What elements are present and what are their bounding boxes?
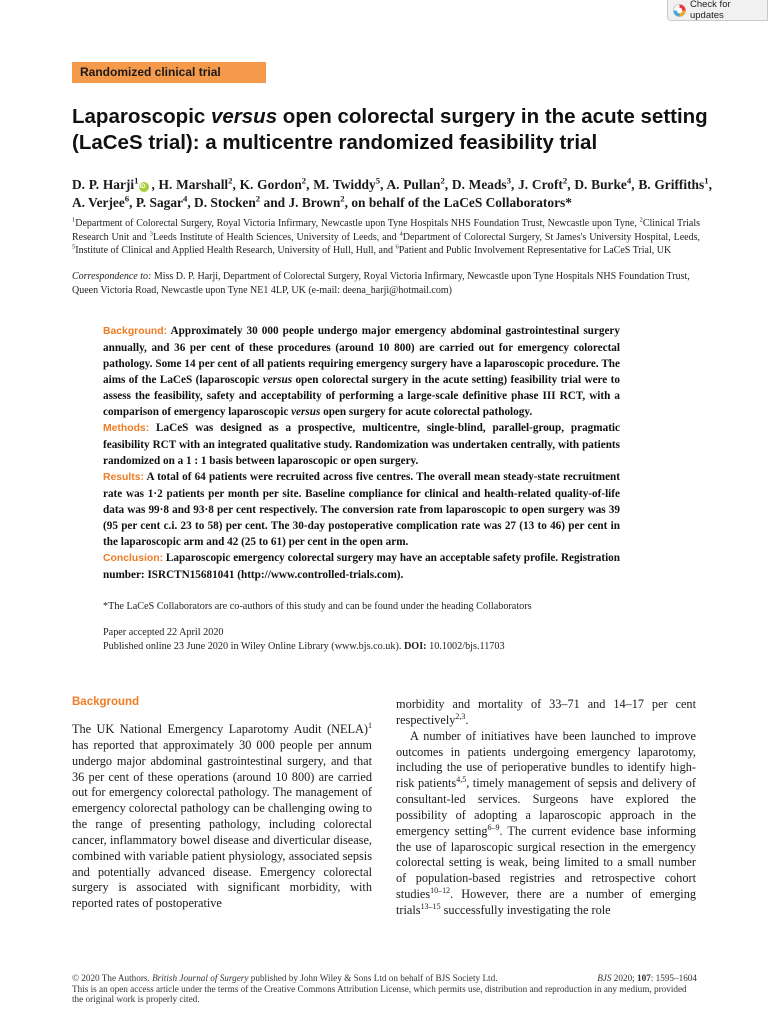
affiliation-number: 5 (72, 243, 76, 251)
copyright-notice (72, 973, 498, 984)
affiliation-number: 3 (149, 230, 153, 238)
author-separator: , (129, 195, 136, 210)
author-name: D. P. Harji (72, 177, 135, 192)
author-affiliation-ref: 2 (562, 175, 568, 186)
correspondence-label: Correspondence to: (72, 271, 152, 282)
author-name: D. Burke (574, 177, 627, 192)
affiliation-number: 1 (72, 216, 76, 224)
author-separator: , (306, 177, 314, 192)
title-part-2: open colorectal surgery in the acute setting (LaCeS trial): a multicentre randomized feasibility trial (72, 105, 708, 154)
doi-label: DOI: (403, 641, 427, 652)
abstract-background-text-2: open colorectal surgery in the acute setting) feasibility trial were to assess the feasibility, safety and acceptability of performing a large-scale definitive phase III RCT, with a comparison of emergency laparoscopic (103, 374, 621, 418)
abstract-background (103, 323, 620, 420)
author-name: P. Sagar (135, 195, 183, 210)
abstract-background-text-1: Approximately 30 000 people undergo major emergency abdominal gastrointestinal surgery annually, and 36 per cent of these procedures (around 10 800) are carried out for emergency colorectal pathology. Some 14 per cent of all patients requiring emergency surgery have a laparoscopic procedure. The aims of the LaCeS (laparoscopic (103, 325, 620, 386)
body-text: The UK National Emergency Laparotomy Audit (NELA) (72, 722, 368, 736)
author-affiliation-ref: 2 (301, 175, 307, 186)
author-affiliation-ref: 6 (124, 193, 130, 204)
article-title (72, 104, 712, 156)
author-affiliation-ref: 4 (182, 193, 188, 204)
abstract-background-text-3: open surgery for acute colorectal pathology. (320, 406, 533, 418)
crossmark-icon (673, 4, 686, 17)
abstract-methods (103, 420, 620, 469)
section-heading-background: Background (72, 696, 140, 708)
published-online-line (103, 640, 663, 654)
author-affiliation-ref: 2 (228, 175, 233, 186)
abstract-conclusion (103, 550, 620, 583)
affiliation-number: 6 (395, 243, 399, 251)
affiliation-text: Department of Colorectal Surgery, St James's University Hospital, Leeds, (402, 231, 700, 243)
author-affiliation-ref: 3 (506, 175, 511, 186)
author-separator: , (187, 195, 195, 210)
body-column-left (72, 722, 372, 912)
citation-ref[interactable]: 13–15 (420, 901, 441, 911)
citation-ref[interactable]: 10–12 (430, 886, 451, 896)
publisher-text: published by John Wiley & Sons Ltd on behalf of BJS Society Ltd. (248, 973, 498, 983)
body-paragraph (396, 697, 696, 729)
author-name: M. Twiddy (313, 177, 376, 192)
license-text: This is an open access article under the terms of the Creative Commons Attribution License, which permits use, distribution and reproduction in any medium, provided the original work is properly cited. (72, 983, 687, 1004)
body-text: . (465, 712, 469, 727)
affiliation-text: Patient and Public Involvement Representative for LaCeS Trial, UK (398, 245, 672, 256)
title-italic: versus (211, 105, 278, 128)
title-part-1: Laparoscopic (72, 105, 211, 128)
body-text: , timely management of sepsis and delivery of consultant-led services. Surgeons have explored the possibility of adopting a laparoscopic approach in the emergency setting (396, 776, 696, 838)
author-separator: , (232, 177, 240, 192)
orcid-icon[interactable]: iD (139, 182, 149, 192)
author-name: J. Brown (288, 195, 341, 210)
collaborators-note: *The LaCeS Collaborators are co-authors of this study and can be found under the heading Collaborators (103, 601, 532, 612)
abstract (103, 323, 620, 583)
author-affiliation-ref: 2 (255, 193, 261, 204)
author-separator: , (510, 177, 519, 192)
affiliation-number: 2 (639, 216, 643, 224)
page-footer (72, 973, 697, 1005)
affiliation-text: Clinical Trials Research Unit and (72, 218, 701, 243)
author-name: H. Marshall (158, 177, 229, 192)
body-paragraph (396, 729, 696, 919)
author-separator: , (631, 177, 639, 192)
abstract-results (103, 469, 620, 550)
author-name: A. Pullan (386, 177, 441, 192)
author-affiliation-ref: 1 (134, 175, 139, 186)
body-text: . The current evidence base informing the use of laparoscopic surgical resection in the emergency colorectal setting is weak, being limited to a small number of population-based registries and retrospective cohort studies (396, 823, 696, 902)
author-name: K. Gordon (239, 177, 302, 192)
published-text: Published online 23 June 2020 in Wiley Online Library (www.bjs.co.uk). (103, 641, 404, 652)
abstract-background-heading: Background: (103, 326, 168, 337)
affiliation-text: Department of Colorectal Surgery, Royal Victoria Infirmary, Newcastle upon Tyne Hospitals NHS Foundation Trust, Newcastle upon Tyne, (75, 218, 640, 229)
author-affiliation-ref: 4 (626, 175, 632, 186)
affiliations (72, 217, 700, 258)
author-separator: , (567, 177, 575, 192)
author-separator: and (260, 195, 289, 210)
affiliation-number: 4 (399, 230, 403, 238)
affiliation-text: Institute of Clinical and Applied Health Research, University of Hull, Hull, and (75, 245, 396, 256)
author-affiliation-ref: 2 (340, 193, 345, 204)
abstract-results-heading: Results: (103, 472, 144, 483)
author-affiliation-ref: 5 (375, 175, 381, 186)
body-text: has reported that approximately 30 000 people per annum undergo major abdominal gastrointestinal surgery, and that 36 per cent of these operations (around 10 800) are carried out for emergency colorectal pathology. The management of emergency colorectal pathology can be challenging owing to the range of presenting pathology, including colorectal cancer, inflammatory bowel disease and diverticular disease, combined with variable patient physiology, associated sepsis and potentially advanced disease. Emergency colorectal surgery is associated with significant morbidity, with reported rates of postoperative (72, 737, 372, 911)
correspondence-text: Miss D. P. Harji, Department of Colorectal Surgery, Royal Victoria Infirmary, Newcastle upon Tyne Hospitals NHS Foundation Trust, Queen Victoria Road, Newcastle upon Tyne NE1 4LP, UK (e-mail: deena_harji@hotmail.com) (72, 271, 690, 296)
author-name: D. Meads (451, 177, 507, 192)
author-name: B. Griffiths (638, 177, 705, 192)
footer-line (72, 973, 697, 984)
abstract-conclusion-heading: Conclusion: (103, 553, 164, 564)
copyright-text: © 2020 The Authors. (72, 973, 153, 983)
affiliation-text: Leeds Institute of Health Sciences, University of Leeds, and (152, 231, 400, 243)
abstract-methods-text: LaCeS was designed as a prospective, multicentre, single-blind, parallel-group, pragmatic feasibility RCT with an integrated qualitative study. Randomization was undertaken centrally, with patients randomized on a 1 : 1 basis between laparoscopic or open surgery. (103, 422, 620, 467)
citation-volume: 107 (637, 973, 651, 983)
body-text: . However, there are a number of emerging trials (396, 887, 696, 917)
body-column-right (396, 697, 696, 919)
abstract-background-italic-1: versus (262, 374, 293, 386)
author-separator: , (444, 177, 452, 192)
abstract-conclusion-text: Laparoscopic emergency colorectal surgery may have an acceptable safety profile. Registration number: ISRCTN15681041 (http://www.controlled-trials.com). (103, 552, 620, 581)
citation-journal: BJS (597, 973, 612, 983)
author-name: J. Croft (518, 177, 563, 192)
citation-ref[interactable]: 1 (368, 720, 372, 730)
citation-ref[interactable]: 2,3 (455, 711, 466, 721)
citation-info (597, 973, 697, 984)
journal-name: British Journal of Surgery (152, 973, 249, 983)
citation-ref[interactable]: 4,5 (456, 775, 467, 785)
doi-link[interactable]: 10.1002/bjs.11703 (426, 641, 505, 652)
author-separator: , (708, 177, 712, 192)
author-separator: , (380, 177, 387, 192)
author-affiliation-ref: 2 (440, 175, 445, 186)
abstract-methods-heading: Methods: (103, 423, 150, 434)
body-text: A number of initiatives have been launched to improve outcomes in patients undergoing emergency laparotomy, including the use of perioperative bundles to identify high-risk patients (396, 728, 696, 791)
abstract-results-text: A total of 64 patients were recruited across five centres. The overall mean steady-state recruitment rate was 1·2 patients per month per site. Baseline compliance for clinical and health-related quality-of-life data was 99·8 and 93·8 per cent respectively. The conversion rate from laparoscopic to open surgery was 39 (95 per cent c.i. 23 to 58) per cent. The 30-day postoperative complication rate was 27 (13 to 46) per cent in the laparoscopic arm and 42 (25 to 61) per cent in the open arm. (103, 471, 620, 548)
author-name: A. Verjee (72, 195, 125, 210)
author-separator: , (151, 177, 159, 192)
correspondence (72, 270, 700, 298)
check-for-updates-button[interactable] (667, 0, 768, 21)
article-category-tag: Randomized clinical trial (72, 62, 266, 83)
author-affiliation-ref: 1 (704, 175, 709, 186)
author-name: D. Stocken (194, 195, 256, 210)
author-list (72, 176, 712, 212)
abstract-background-italic-2: versus (291, 406, 321, 418)
body-text: successfully investigating the role (440, 902, 611, 917)
author-separator: , on behalf of the LaCeS Collaborators* (344, 195, 572, 210)
body-paragraph (72, 722, 372, 912)
citation-ref[interactable]: 6–9 (487, 822, 500, 832)
check-for-updates-label: Check for updates (689, 0, 731, 21)
paper-accepted-date: Paper accepted 22 April 2020 (103, 627, 224, 638)
body-text: morbidity and mortality of 33–71 and 14–17 per cent respectively (396, 697, 696, 727)
citation-pages: : 1595–1604 (650, 973, 697, 983)
citation-year: 2020; (611, 973, 638, 983)
